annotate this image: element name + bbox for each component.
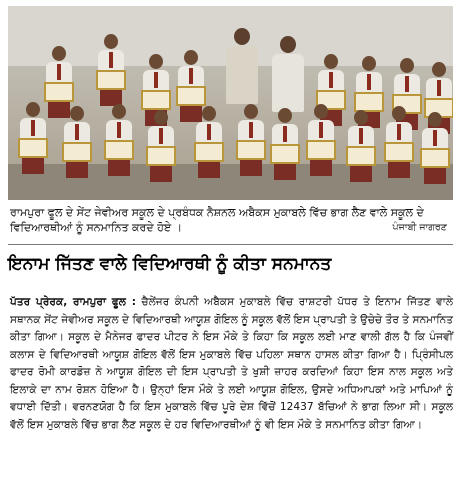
photo-caption: ਰਾਮਪੁਰਾ ਫੂਲ ਦੇ ਸੇਂਟ ਜੇਵੀਅਰ ਸਕੂਲ ਦੇ ਪ੍ਰਬੰਧਕ ਨੈਸ਼ਨਲ ਅਬੈਕਸ ਮੁਕਾਬਲੇ ਵਿੱਚ ਭਾਗ ਲੈਣ ਵਾਲੇ ਸਕੂਲ ਦੇ ਵਿਦਿਆਰਥੀਆਂ ਨੂੰ ਸਨਮਾਨਿਤ ਕਰਦੇ ਹੋਏ ।	[10, 206, 424, 234]
dateline: ਪੱਤਰ ਪ੍ਰੇਰਕ, ਰਾਮਪੁਰਾ ਫੂਲ :	[10, 296, 136, 308]
photo-student	[98, 34, 124, 106]
photo-adult	[272, 36, 304, 112]
photo-student	[386, 106, 412, 178]
headline: ਇਨਾਮ ਜਿੱਤਣ ਵਾਲੇ ਵਿਦਿਆਰਥੀ ਨੂੰ ਕੀਤਾ ਸਨਮਾਨਤ	[8, 254, 332, 274]
photo-student	[20, 102, 46, 174]
photo-student	[422, 112, 448, 184]
photo-student	[308, 104, 334, 176]
photo-student	[238, 104, 264, 176]
photo-student	[196, 106, 222, 178]
photo-credit: ਪੰਜਾਬੀ ਜਾਗਰਣ	[392, 222, 447, 233]
photo-student	[272, 108, 298, 180]
divider	[8, 244, 453, 245]
photo-student	[148, 110, 174, 182]
article-body	[10, 294, 453, 434]
photo-student	[106, 104, 132, 176]
group-photo	[8, 6, 453, 200]
photo-student	[348, 110, 374, 182]
photo-adult	[226, 28, 258, 104]
article-text: ਚੈਲੇਂਜਰ ਕੰਪਨੀ ਅਬੈਕਸ ਮੁਕਾਬਲੇ ਵਿੱਚ ਰਾਸ਼ਟਰੀ ਪੱਧਰ ਤੇ ਇਨਾਮ ਜਿੱਤਣ ਵਾਲੇ ਸਥਾਨਕ ਸੇਂਟ ਜੇਵੀਅਰ ਸਕੂਲ ਦੇ ਵਿਦਿਆਰਥੀ ਆਯੂਸ਼ ਗੋਇਲ ਨੂੰ ਸਕੂਲ ਵੱਲੋਂ ਇਸ ਪ੍ਰਾਪਤੀ ਤੇ ਉਚੇਚੇ ਤੌਰ ਤੇ ਸਨਮਾਨਿਤ ਕੀਤਾ ਗਿਆ। ਸਕੂਲ ਦੇ ਮੈਨੇਜਰ ਫਾਦਰ ਪੀਟਰ ਨੇ ਇਸ ਮੌਕੇ ਤੇ ਕਿਹਾ ਕਿ ਸਕੂਲ ਲਈ ਮਾਣ ਵਾਲੀ ਗੱਲ ਹੈ ਕਿ ਪੰਜਵੀਂ ਕਲਾਸ ਦੇ ਵਿਦਿਆਰਥੀ ਆਯੂਸ਼ ਗੋਇਲ ਵੱਲੋਂ ਇਸ ਮੁਕਾਬਲੇ ਵਿੱਚ ਪਹਿਲਾ ਸਥਾਨ ਹਾਸਲ ਕੀਤਾ ਗਿਆ ਹੈ। ਪ੍ਰਿੰਸੀਪਲ ਫਾਦਰ ਰੋਮੀ ਕਾਰਡੋਜ਼ ਨੇ ਆਯੂਸ਼ ਗੋਇਲ ਦੀ ਇਸ ਪ੍ਰਾਪਤੀ ਤੇ ਖੁਸ਼ੀ ਜ਼ਾਹਰ ਕਰਦਿਆਂ ਕਿਹਾ ਇਸ ਨਾਲ ਸਕੂਲ ਅਤੇ ਇਲਾਕੇ ਦਾ ਨਾਮ ਰੋਸ਼ਨ ਹੋਇਆ ਹੈ। ਉਨ੍ਹਾਂ ਇਸ ਮੌਕੇ ਤੇ ਲਈ ਆਯੂਸ਼ ਗੋਇਲ, ਉਸਦੇ ਅਧਿਆਪਕਾਂ ਅਤੇ ਮਾਪਿਆਂ ਨੂੰ ਵਧਾਈ ਦਿੱਤੀ। ਵਰਨਣਯੋਗ ਹੈ ਕਿ ਇਸ ਮੁਕਾਬਲੇ ਵਿੱਚ ਪੂਰੇ ਦੇਸ਼ ਵਿੱਚੋਂ 12437 ਬੱਚਿਆਂ ਨੇ ਭਾਗ ਲਿਆ ਸੀ। ਸਕੂਲ ਵੱਲੋਂ ਇਸ ਮੁਕਾਬਲੇ ਵਿੱਚ ਭਾਗ ਲੈਣ ਸਕੂਲ ਦੇ ਹਰ ਵਿਦਿਆਰਥੀਆਂ ਨੂੰ ਵੀ ਇਸ ਮੌਕੇ ਤੇ ਸਨਮਾਨਿਤ ਕੀਤਾ ਗਿਆ।	[10, 296, 453, 431]
photo-student	[64, 106, 90, 178]
